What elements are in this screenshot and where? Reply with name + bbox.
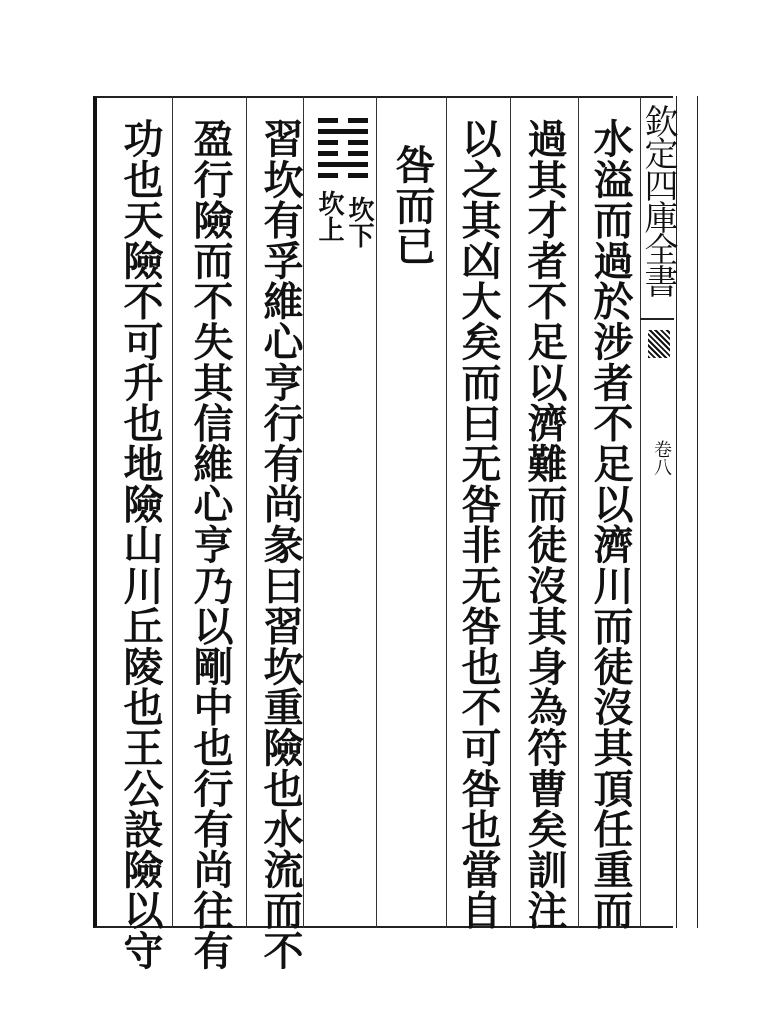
gua-label-lower: 坎下 <box>344 196 374 248</box>
text-column-3: 以之其凶大矣而曰无咎非无咎也不可咎也當自 <box>455 118 502 930</box>
column-rule <box>246 96 247 928</box>
column-rule <box>510 96 511 928</box>
column-rule <box>376 96 377 928</box>
page-frame <box>93 96 673 928</box>
text-column-6: 盈行險而不失其信維心亨乃以剛中也行有尚往有 <box>187 118 234 971</box>
text-column-4: 咎而已 <box>389 144 436 266</box>
margin-seal-mark <box>648 330 670 358</box>
text-column-7: 功也天險不可升也地險山川丘陵也王公設險以守 <box>117 118 164 971</box>
text-column-5: 習坎有孚維心亨行有尚彖曰習坎重險也水流而不 <box>257 118 304 971</box>
text-column-1: 水溢而過於涉者不足以濟川而徒沒其頂任重而 <box>587 118 634 930</box>
juan-number: 卷八 <box>651 440 672 476</box>
gua-label-upper: 坎上 <box>314 190 344 242</box>
book-title: 欽定四庫全書 <box>638 104 678 296</box>
column-rule <box>446 96 447 928</box>
text-column-2: 過其才者不足以濟難而徒沒其身為符曹矣訓注 <box>521 118 568 930</box>
margin-strip <box>676 96 698 928</box>
kan-hexagram-icon <box>318 118 368 184</box>
column-rule <box>172 96 173 928</box>
column-rule <box>578 96 579 928</box>
margin-divider <box>640 318 674 320</box>
